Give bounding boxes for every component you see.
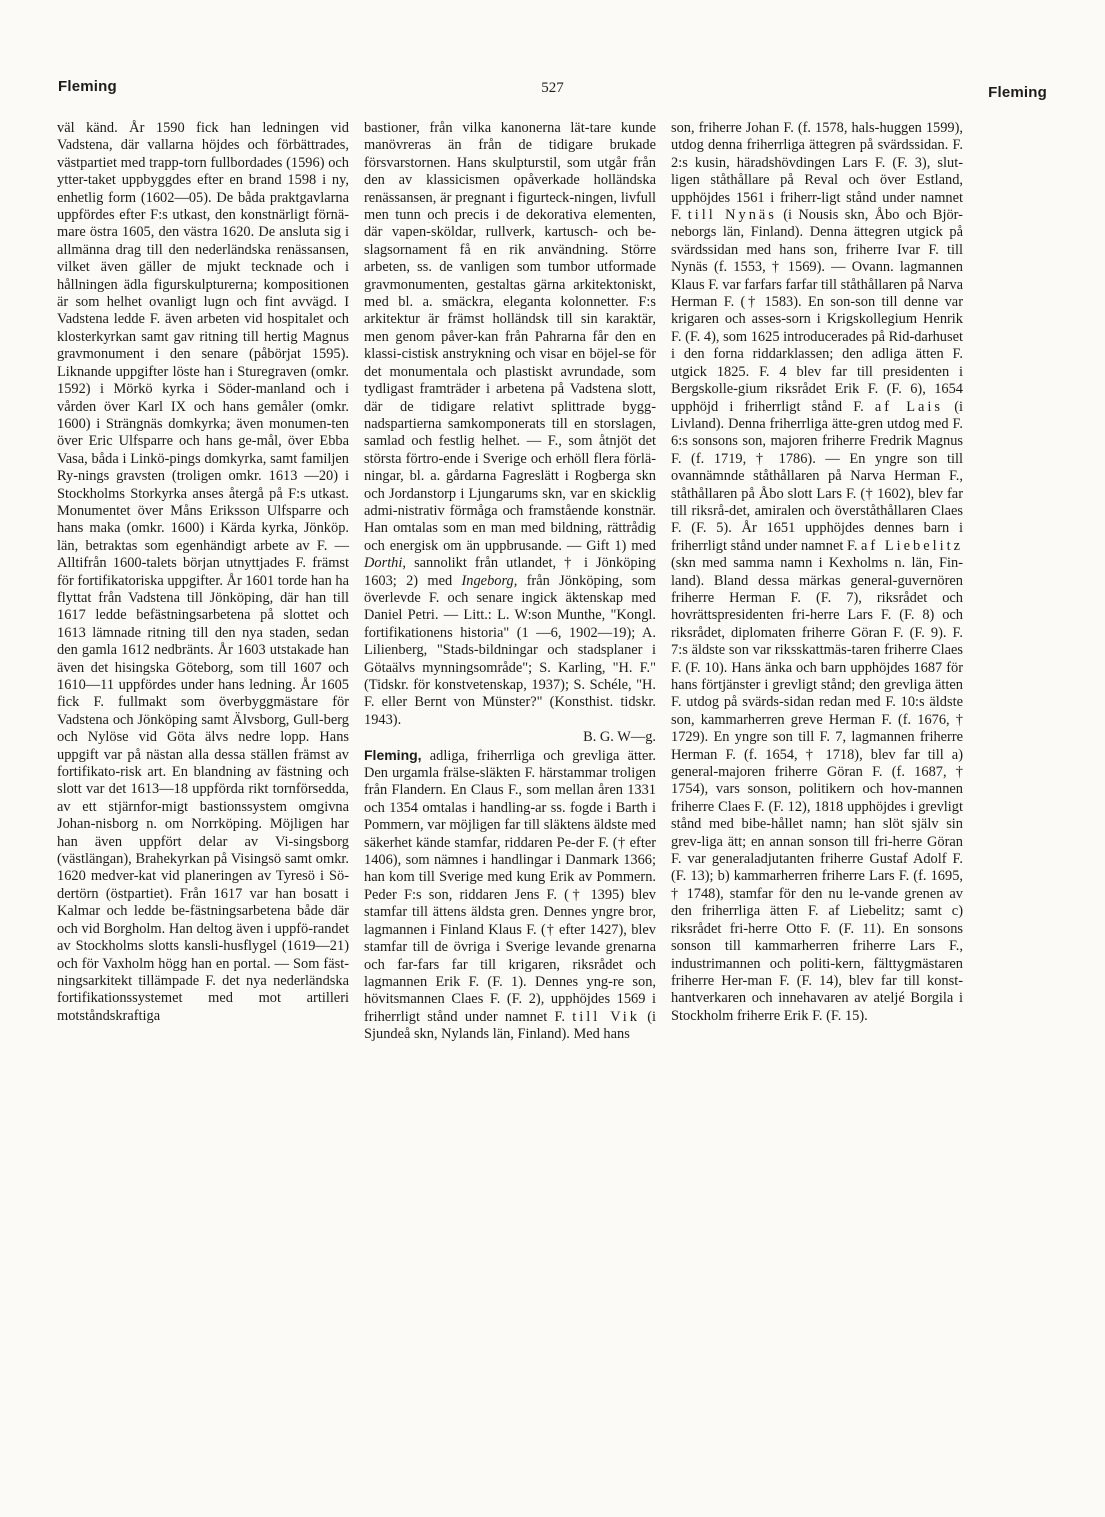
title-till-nynas: till Nynäs [687, 207, 777, 224]
article-text-b: sannolikt från utlandet, † i Jönköping 1603; 2) med [364, 555, 656, 589]
page-number: 527 [541, 80, 564, 96]
article-continuation [364, 120, 656, 729]
entry-headword: Fleming, [364, 746, 422, 763]
title-af-liebelitz: af Liebelitz [861, 537, 963, 554]
running-head [58, 78, 1047, 106]
entry-text-a: adliga, friherrliga och grevliga ätter. Den urgamla frälse-släkten F. härstammar troligen från Flandern. En Claus F., som mellan åren 1331 och 1354 omtalas i handling-ar ss. fogde i Barth i Pommern, var möjligen far till släktens äldste med säkerhet kände stamfar, riddaren Pe-der F. († efter 1406), som nämnes i handlingar i Danmark 1366; han kom till Sverige med kung Erik av Pommern. Peder F:s son, riddaren Jens F. († 1395) blev stamfar till ättens äldsta gren. Dennes yngre bror, lagmannen i Finland Klaus F. († efter 1427), blev stamfar till de övriga i Sverige levande grenarna och far-fars far till krigaren, riksrådet och lagmannen Erik F. (F. 1). Dennes yng-re son, hövitsmannen Claes F. (F. 2), upphöjdes 1569 i friherrligt stånd under namnet F. [364, 747, 656, 1025]
family-entry-continuation [671, 120, 963, 1025]
wife1-name: Dorthi, [364, 555, 406, 572]
column-1 [57, 120, 349, 1044]
fleming-family-entry [364, 747, 656, 1044]
column-2 [364, 120, 656, 1044]
header-right-keyword: Fleming [988, 84, 1047, 101]
col3-text-c: (i Livland). Denna friherrliga ätte-gren utdog med F. 6:s sonsons son, majoren friherre Fredrik Magnus F. (f. 1719, † 1786). — En yngre son till ovannämnde ståthållaren på Narva Herman F., ståthållaren på Åbo slott Lars F. († 1602), blev far till riksrå-det, amiralen och överståthållaren Claes F. (F. 5). År 1651 upphöjdes dennes barn i friherrligt stånd under namnet F. [671, 398, 964, 554]
author-signature: B. G. W—g. [583, 729, 656, 746]
column-1-text: väl känd. År 1590 fick han ledningen vid Vadstena, där vallarna höjdes och förbättrades, västpartiet med trapp-torn fullbordades (1596) och ytter-taket uppbyggdes efter en brand 1598 i ny, enhetlig form (1602—05). De båda praktgavlarna uppfördes efter F:s utkast, den konstnärligt förnä-mare östra 1605, den västra 1620. De ansluta sig i allmänna drag till den nederländska renässansen, vilket även gäller de mjukt tecknade och i hållningen ädla figurskulpturerna; kompositionen är som helhet ovanligt lugn och fint avvägd. I Vadstena ledde F. även arbeten vid hospitalet och klosterkyrkan samt gav ritning till hertig Magnus gravmonument i den senare (påbörjat 1595). Liknande uppgifter löste han i Sturegraven (omkr. 1592) i Mörkö kyrka i Söder-manland och i vården över Karl IX och hans gemåler (omkr. 1600) i Strängnäs domkyrka; även monumen-ten över Eric Ulfsparre och hans ge-mål, över Ebba Vasa, båda i Linkö-pings domkyrka, samt familjen Ry-nings gravsten (troligen omkr. 1613 —20) i Stockholms Storkyrka anses återgå på F:s utkast. Monumentet över Måns Eriksson Ulfsparre och hans maka (omkr. 1600) i Kärda kyrka, Jönköp. län, betraktas som egenhändigt arbete av F. — Alltifrån 1600-talets början utnyttjades F. främst för fortifikatoriska uppgifter. År 1601 torde han ha flyttat från Vadstena till Jönköping, där han till 1617 ledde befästningsarbetena på slottet och 1613 lämnade ritning till den nya staden, sedan den gamla 1612 nedbränts. År 1603 utstakade han även det hisingska Göteborg, som till 1607 och 1610—11 uppfördes under hans ledning. År 1605 fick F. fullmakt som överbyggmästare för Vadstena och Jönköping samt Älvsborg, Gull-berg och Nylöse vid Göta älvs nedre lopp. Hans uppgift var på nästan alla dessa ställen främst av fortifikato-risk art. En blandning av fästning och slott var det 1613—18 uppförda rikt tornförsedda, av ett stjärnfor-migt bastionssystem omgivna Johan-nisborg n. om Norrköping. Möjligen har han även uppfört delar av Vi-singsborg (västlängan), Brahekyrkan på Visingsö samt omkr. 1620 medver-kat vid planeringen av Tyresö i Sö-dertörn (östpartiet). Från 1617 var han bosatt i Kalmar och ledde be-fästningsarbetena både där och vid Borgholm. Han deltog även i uppfö-randet av Stockholms slotts kansli-husflygel (1619—21) och för Vaxholm högg han en portal. — Som fäst-ningsarkitekt tillämpade F. det nya nederländska fortifikationssystemet med mot artilleri motståndskraftiga [57, 120, 349, 1024]
article-text-a: bastioner, från vilka kanonerna lät-tare kunde manövreras än från de tidigare brukade försvarstornen. Hans skulpturstil, som utgår från den av klassicismen opåverkade holländska renässansen, är pregnant i figurteck-ningen, livfull men tunn och precis i de dekorativa elementen, där vapen-sköldar, rullverk, kartusch- och be-slagsornament få en rik användning. Större arbeten, ss. de vanligen som tumbor utformade gravmonumenten, gestaltas gärna arkitektoniskt, med bl. a. smäckra, eleganta kolonnetter. F:s arkitektur är främst holländsk till sin karaktär, men genom påver-kan från Pahrarna får den en klassi-cistisk anstrykning och visar en böjel-se för det monumentala och plastiskt avrundade, som tydligast framträder i arbetena på Vadstena slott, där de tidigare relativt splittrade bygg-nadspartierna samkomponerats till en storslagen, samlad och festlig helhet. — F., som åtnjöt det största förtro-ende i Sverige och erhöll flera förlä-ningar, bl. a. gårdarna Fagreslätt i Rogberga skn och Jordanstorp i Ljungarums skn, var en skicklig admi-nistrativ förmåga och framstående konstnär. Han omtalas som en man med bildning, rättrådig och energisk om än uppbrusande. — Gift 1) med [364, 120, 656, 554]
column-3 [671, 120, 963, 1044]
col3-text-a: son, friherre Johan F. (f. 1578, hals-huggen 1599), utdog denna friherrliga ättegren på svärdssidan. F. 2:s kusin, häradshövdingen Lars F. (F. 3), slut-ligen ståthållare på Reval och över Estland, upphöjdes 1561 i friherr-ligt stånd under namnet F. [671, 120, 963, 224]
article-text-c: från Jönköping, som överlevde F. och senare ingick äktenskap med Daniel Petri. — Litt.: L. W:son Munthe, "Kongl. fortifikationens historia" (1 —6, 1902—19); A. Lilienberg, "Stads-bildningar och stadsplaner i Götaälvs mynningsområde"; S. Karling, "H. F." (Tidskr. för konstvetenskap, 1937); S. Schéle, "H. F. eller Bernt von Münster?" (Konsthist. tidskr. 1943). [364, 572, 656, 728]
col3-text-d: (skn med samma namn i Kexholms n. län, Fin-land). Bland dessa märkas general-guvernören friherre Herman F. (F. 7), riksrådet och hovrättspresidenten fri-herre Lars F. (F. 8) och riksrådet, diplomaten friherre Göran F. (F. 9). F. 7:s äldste son var riksskattmäs-taren friherre Claes F. (F. 10). Hans änka och barn upphöjdes 1687 för hans förtjänster i grevligt stånd; den grevliga ätten F. utdog på svärds-sidan redan med F. 10:s äldste son, kammarherren greve Herman F. (f. 1676, † 1729). En yngre son till F. 7, lagmannen friherre Herman F. (f. 1654, † 1718), blev far till a) general-majoren friherre Göran F. (f. 1687, † 1754), vars sonson, politikern och hov-mannen friherre Claes F. (F. 12), 1818 upphöjdes i grevligt stånd med bibe-hållet namn; han slöt själv sin grev-liga ätt; en annan sonson till fri-herre Göran F. var generaladjutanten friherre Gustaf Adolf F. (F. 13); b) kammarherren friherre Lars F. (f. 1695, † 1748), stamfar för den nu le-vande grenen av den friherrliga ätten F. af Liebelitz; samt c) riksrådet fri-herre Otto F. (F. 11). En sonsons sonson till kammarherren friherre Lars F., industrimannen och politi-kern, fälttygmästaren friherre Her-man F. (F. 14), blev far till konst-hantverkaren och innehavaren av ateljé Borgila i Stockholm friherre Erik F. (F. 15). [671, 555, 963, 1024]
entry-text-b: (i Sjundeå skn, Nylands län, Finland). Med hans [364, 1008, 656, 1043]
header-left-keyword: Fleming [58, 78, 117, 95]
wife2-name: Ingeborg, [461, 572, 518, 589]
text-columns [57, 120, 963, 1044]
title-af-lais: af Lais [874, 398, 944, 415]
title-till-vik: till Vik [572, 1008, 640, 1025]
col3-text-b: (i Nousis skn, Åbo och Björ-neborgs län, Finland). Denna ättegren utgick på svärdssidan med hans son, friherre Ivar F. till Nynäs (f. 1553, † 1569). — Ovann. lagmannen Klaus F. var farfars farfar till ståthållaren på Narva Herman F. († 1583). En son-son till denne var krigaren och asses-sorn i Krigskollegium Henrik F. (F. 4), som 1625 introducerades på Rid-darhuset i den forna riddarklassen; den adliga ätten F. utgick 1825. F. 4 blev far till presidenten i Bergskolle-gium riksrådet Erik F. (F. 6), 1654 upphöjd i friherrligt stånd F. [671, 207, 963, 415]
